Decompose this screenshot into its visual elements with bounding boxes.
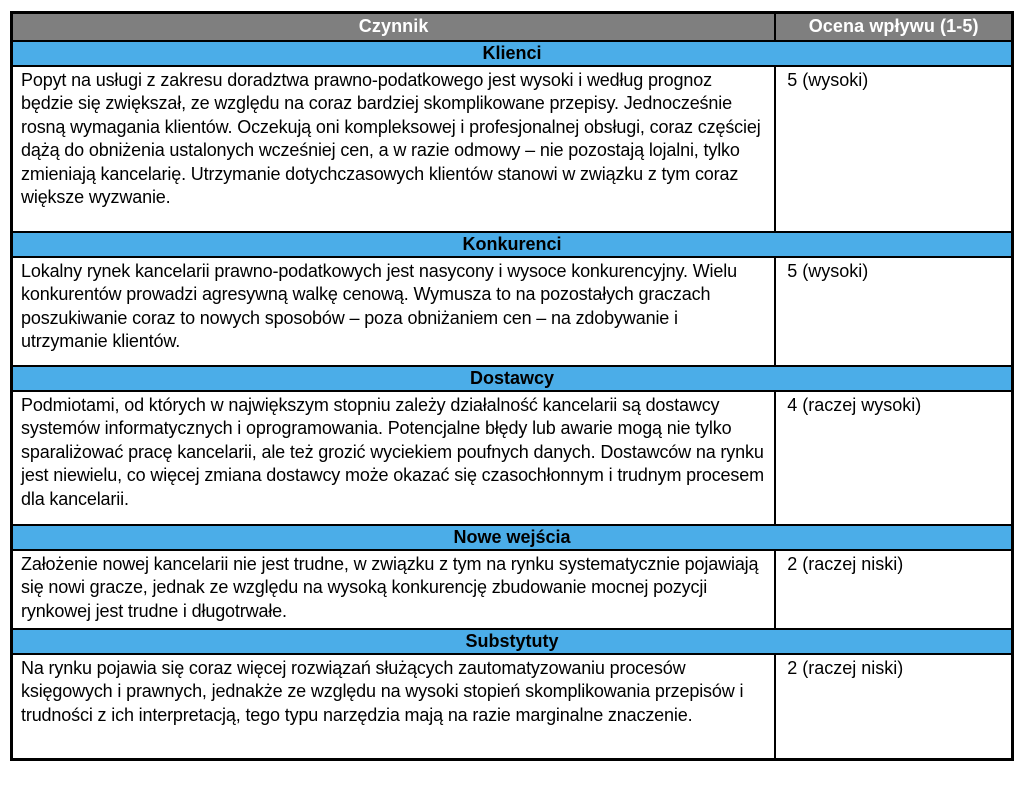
column-header-rating: Ocena wpływu (1-5): [775, 13, 1012, 41]
section-header-konkurenci: [12, 232, 1013, 257]
section-header-dostawcy: [12, 366, 1013, 391]
porter-forces-table: [10, 11, 1014, 761]
impact-rating: 5 (wysoki): [775, 66, 1012, 232]
impact-rating: 4 (raczej wysoki): [775, 391, 1012, 525]
section-title: Konkurenci: [12, 232, 1013, 257]
table-row-konkurenci: [12, 257, 1013, 366]
factor-description: Lokalny rynek kancelarii prawno-podatkowych jest nasycony i wysoce konkurencyjny. Wielu konkurentów prowadzi agresywną walkę cenową. Wymusza to na pozostałych graczach poszukiwanie coraz to nowych sposobów – poza obniżaniem cen – na zdobywanie i utrzymanie klientów.: [12, 257, 776, 366]
impact-rating: 2 (raczej niski): [775, 654, 1012, 760]
column-header-factor: Czynnik: [12, 13, 776, 41]
section-title: Klienci: [12, 41, 1013, 66]
factor-description: Podmiotami, od których w największym stopniu zależy działalność kancelarii są dostawcy systemów informatycznych i oprogramowania. Potencjalne błędy lub awarie mogą nie tylko sparaliżować pracę kancelarii, ale też grozić wyciekiem poufnych danych. Dostawców na rynku jest niewielu, co więcej zmiana dostawcy może okazać się czasochłonnym i trudnym procesem dla kancelarii.: [12, 391, 776, 525]
impact-rating: 2 (raczej niski): [775, 550, 1012, 629]
factor-description: Popyt na usługi z zakresu doradztwa prawno-podatkowego jest wysoki i według prognoz będzie się zwiększał, ze względu na coraz bardziej skomplikowane przepisy. Jednocześnie rosną wymagania klientów. Oczekują oni kompleksowej i profesjonalnej obsługi, coraz częściej dążą do obniżenia ustalonych wcześniej cen, a w razie odmowy – nie pozostają lojalni, tylko zmieniają kancelarię. Utrzymanie dotychczasowych klientów stanowi w związku z tym coraz większe wyzwanie.: [12, 66, 776, 232]
factor-description: Na rynku pojawia się coraz więcej rozwiązań służących zautomatyzowaniu procesów księgowych i prawnych, jednakże ze względu na wysoki stopień skomplikowania przepisów i trudności z ich interpretacją, tego typu narzędzia mają na razie marginalne znaczenie.: [12, 654, 776, 760]
section-header-substytuty: [12, 629, 1013, 654]
table-row-klienci: [12, 66, 1013, 232]
table-row-nowe-wejscia: [12, 550, 1013, 629]
section-title: Dostawcy: [12, 366, 1013, 391]
table-row-substytuty: [12, 654, 1013, 760]
impact-rating: 5 (wysoki): [775, 257, 1012, 366]
section-header-klienci: [12, 41, 1013, 66]
factor-description: Założenie nowej kancelarii nie jest trudne, w związku z tym na rynku systematycznie pojawiają się nowi gracze, jednak ze względu na wysoką konkurencję zbudowanie mocnej pozycji rynkowej jest trudne i długotrwałe.: [12, 550, 776, 629]
section-title: Substytuty: [12, 629, 1013, 654]
section-title: Nowe wejścia: [12, 525, 1013, 550]
section-header-nowe-wejscia: [12, 525, 1013, 550]
table-header-row: [12, 13, 1013, 41]
table-row-dostawcy: [12, 391, 1013, 525]
